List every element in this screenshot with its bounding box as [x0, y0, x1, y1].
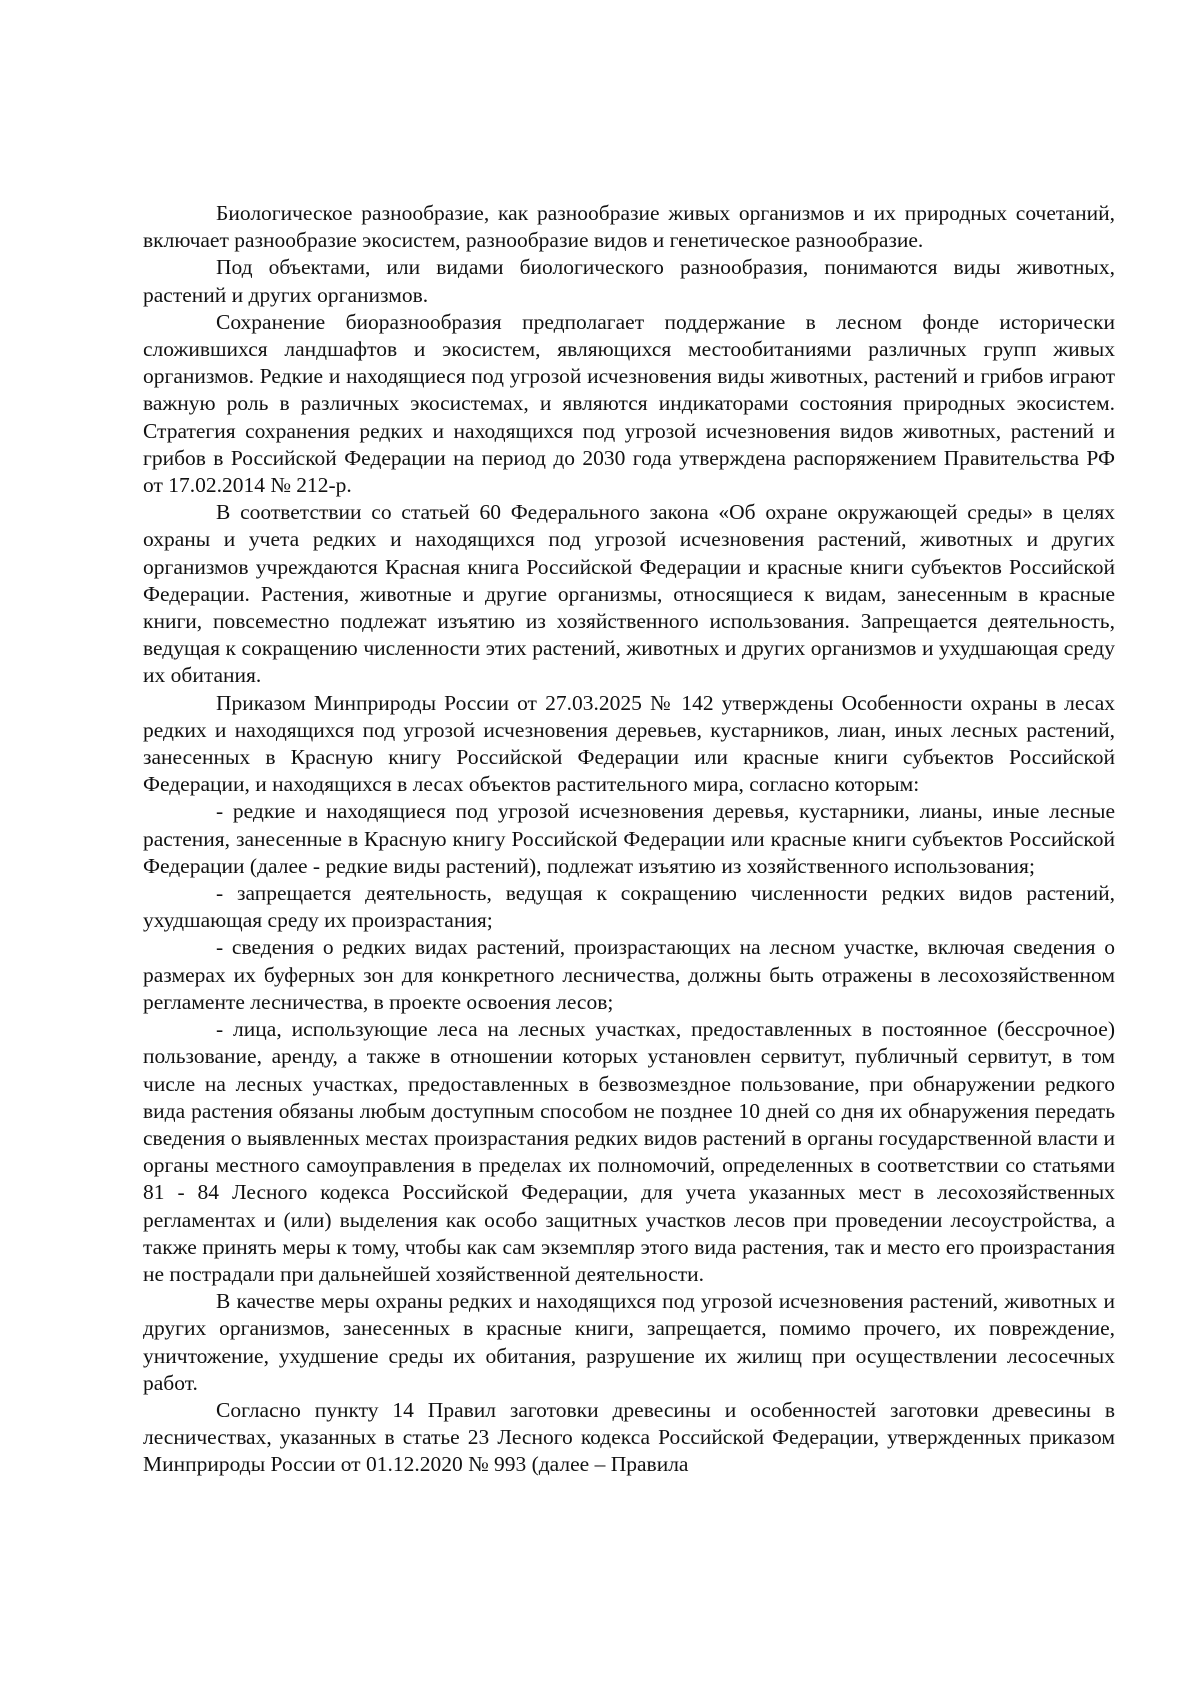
paragraph-harvest-rules: Согласно пункту 14 Правил заготовки древесины и особенностей заготовки древесины в лесничествах, указанных в статье 23 Лесного кодекса Российской Федерации, утвержденных приказом Минприроды России от 01.12.2020 № 993 (далее – Правила	[143, 1397, 1115, 1477]
document-page	[143, 200, 1115, 1479]
list-item-regulation-info: - сведения о редких видах растений, произрастающих на лесном участке, включая сведения о размерах их буферных зон для конкретного лесничества, должны быть отражены в лесохозяйственном регламенте лесничества, в проекте освоения лесов;	[143, 935, 1115, 1014]
paragraph-biodiversity-conservation: Сохранение биоразнообразия предполагает поддержание в лесном фонде исторически сложившихся ландшафтов и экосистем, являющихся местообитаниями различных групп живых организмов. Редкие и находящиеся под угрозой исчезновения виды животных, растений и грибов играют важную роль в различных экосистемах, и являются индикаторами состояния природных экосистем. Стратегия сохранения редких и находящихся под угрозой исчезновения видов животных, растений и грибов в Российской Федерации на период до 2030 года утверждена распоряжением Правительства РФ от 17.02.2014 № 212-р.	[143, 309, 1115, 498]
paragraph-logging-protection: В качестве меры охраны редких и находящихся под угрозой исчезновения растений, животных и других организмов, занесенных в красные книги, запрещается, помимо прочего, их повреждение, уничтожение, ухудшение среды их обитания, разрушение их жилищ при осуществлении лесосечных работ.	[143, 1289, 1115, 1395]
list-item-user-obligations: - лица, использующие леса на лесных участках, предоставленных в постоянное (бессрочное) пользование, аренду, а также в отношении которых установлен сервитут, публичный сервитут, в том числе на лесных участках, предоставленных в безвозмездное пользование, при обнаружении редкого вида растения обязаны любым доступным способом не позднее 10 дней со дня их обнаружения передать сведения о выявленных местах произрастания редких видов растений в органы государственной власти и органы местного самоуправления в пределах их полномочий, определенных в соответствии со статьями 81 - 84 Лесного кодекса Российской Федерации, для учета указанных мест в лесохозяйственных регламентах и (или) выделения как особо защитных участков лесов при проведении лесоустройства, а также принять меры к тому, чтобы как сам экземпляр этого вида растения, так и место его произрастания не пострадали при дальнейшей хозяйственной деятельности.	[143, 1017, 1115, 1286]
list-item-withdrawal: - редкие и находящиеся под угрозой исчезновения деревья, кустарники, лианы, иные лесные растения, занесенные в Красную книгу Российской Федерации или красные книги субъектов Российской Федерации (далее - редкие виды растений), подлежат изъятию из хозяйственного использования;	[143, 799, 1115, 878]
paragraph-biodiversity-definition: Биологическое разнообразие, как разнообразие живых организмов и их природных сочетаний, включает разнообразие экосистем, разнообразие видов и генетическое разнообразие.	[143, 201, 1115, 253]
paragraph-biodiversity-objects: Под объектами, или видами биологического разнообразия, понимаются виды животных, растений и других организмов.	[143, 255, 1115, 307]
list-item-prohibition: - запрещается деятельность, ведущая к сокращению численности редких видов растений, ухудшающая среду их произрастания;	[143, 881, 1115, 933]
paragraph-order-142: Приказом Минприроды России от 27.03.2025 № 142 утверждены Особенности охраны в лесах редких и находящихся под угрозой исчезновения деревьев, кустарников, лиан, иных лесных растений, занесенных в Красную книгу Российской Федерации или красные книги субъектов Российской Федерации, и находящихся в лесах объектов растительного мира, согласно которым:	[143, 690, 1115, 797]
paragraph-red-book-law: В соответствии со статьей 60 Федерального закона «Об охране окружающей среды» в целях охраны и учета редких и находящихся под угрозой исчезновения растений, животных и других организмов учреждаются Красная книга Российской Федерации и красные книги субъектов Российской Федерации. Растения, животные и другие организмы, относящиеся к видам, занесенным в красные книги, повсеместно подлежат изъятию из хозяйственного использования. Запрещается деятельность, ведущая к сокращению численности этих растений, животных и других организмов и ухудшающая среду их обитания.	[143, 500, 1115, 688]
